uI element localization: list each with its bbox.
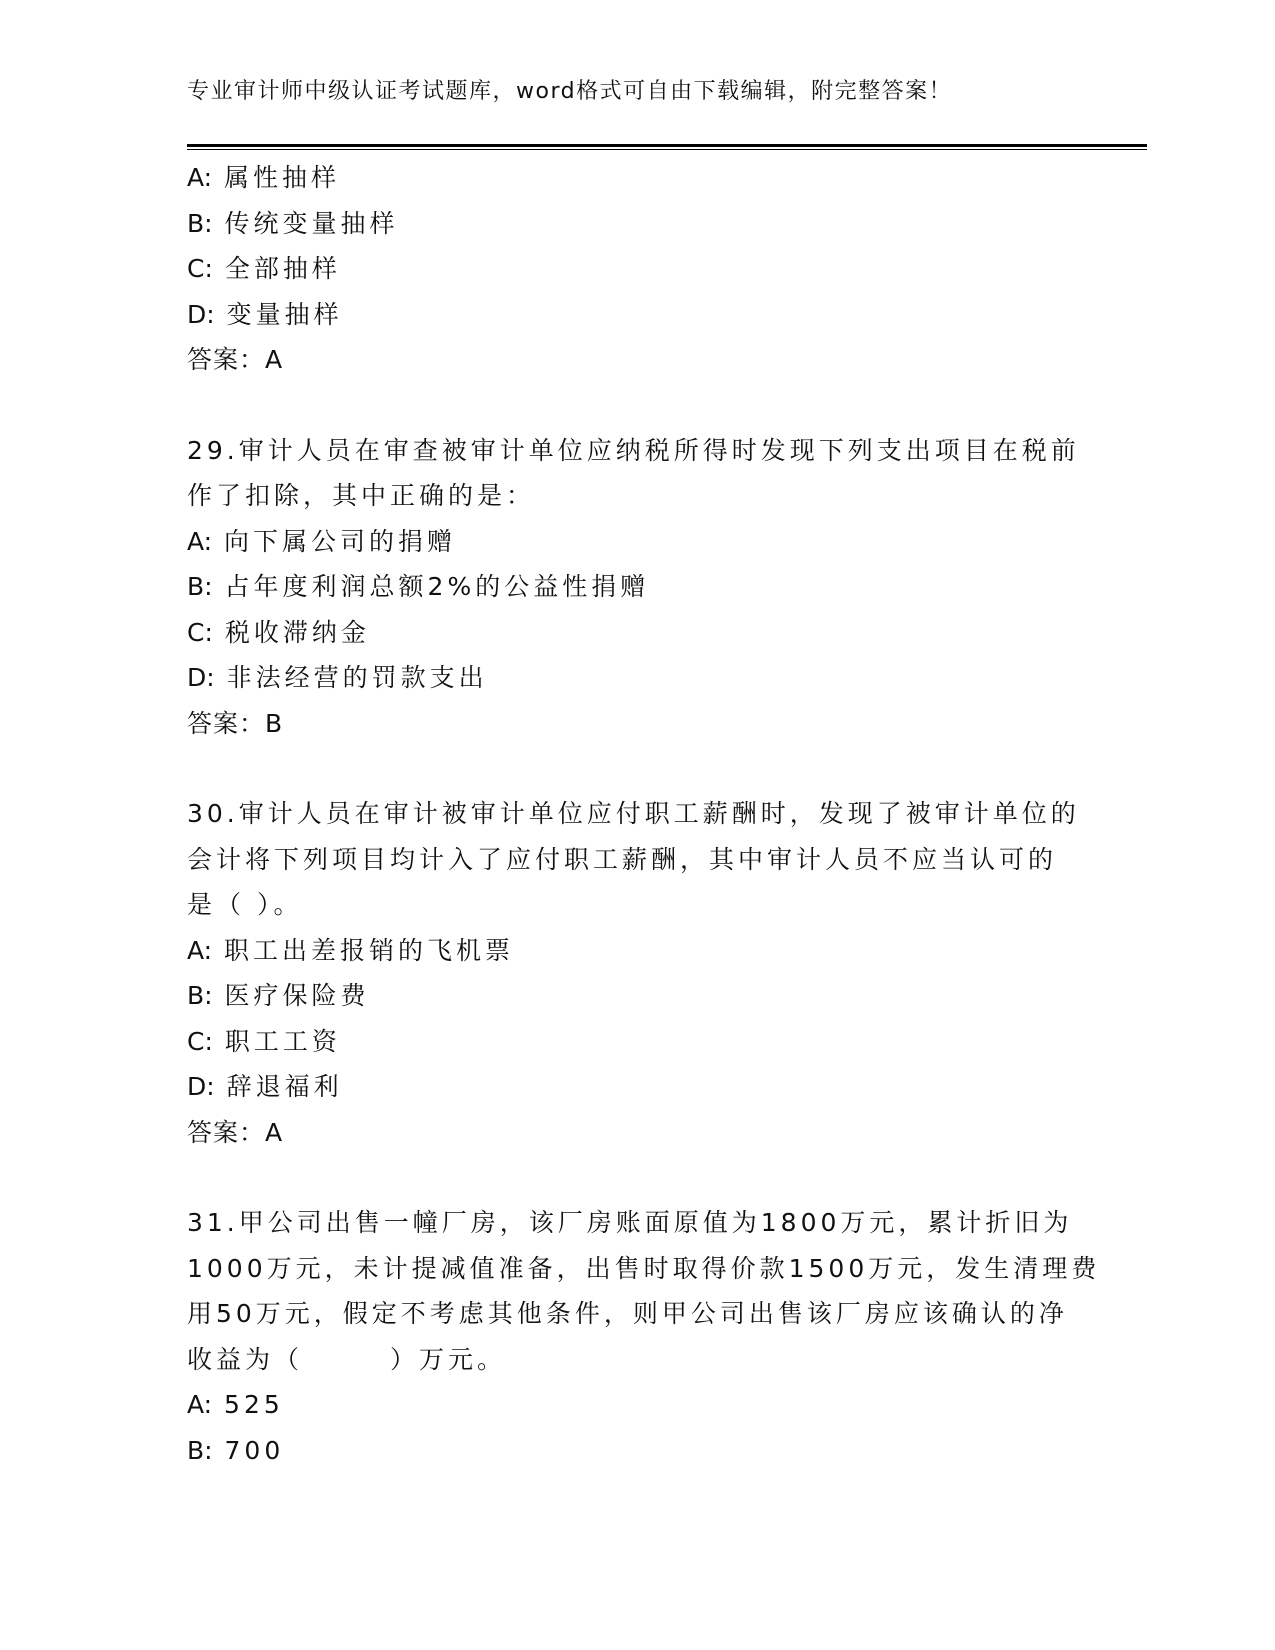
- block-spacer: [187, 746, 1087, 791]
- option-letter: A:: [187, 163, 213, 192]
- question-text: 是（ ）。: [187, 890, 303, 919]
- option-row: [187, 1428, 1087, 1474]
- question-text: 会计将下列项目均计入了应付职工薪酬，其中审计人员不应当认可的: [187, 844, 1058, 874]
- option-letter: D:: [187, 1072, 215, 1101]
- option-text: 职工工资: [224, 1026, 341, 1056]
- question-block-28: [187, 155, 1087, 383]
- option-text: 全部抽样: [224, 254, 341, 283]
- option-row: [187, 564, 1087, 610]
- question-text: 31.甲公司出售一幢厂房，该厂房账面原值为1800万元，累计折旧为: [187, 1208, 1073, 1237]
- header-rule-thin: [187, 149, 1147, 150]
- option-row: [187, 973, 1087, 1019]
- option-text: 辞退福利: [226, 1072, 343, 1101]
- option-row: [187, 155, 1087, 201]
- option-row: [187, 655, 1087, 701]
- option-letter: B:: [187, 1435, 213, 1465]
- option-text: 变量抽样: [226, 299, 343, 329]
- option-letter: D:: [187, 663, 215, 692]
- option-text: 属性抽样: [224, 163, 341, 192]
- option-letter: A:: [187, 935, 213, 965]
- question-block-29: [187, 428, 1087, 747]
- option-letter: C:: [187, 1026, 213, 1056]
- option-row: [187, 201, 1087, 247]
- option-letter: A:: [187, 526, 213, 556]
- option-text: 占年度利润总额2%的公益性捐赠: [224, 572, 650, 601]
- option-row: [187, 610, 1087, 656]
- option-letter: B:: [187, 981, 213, 1010]
- option-text: 职工出差报销的飞机票: [224, 935, 515, 965]
- option-letter: B:: [187, 208, 213, 238]
- option-text: 525: [224, 1390, 284, 1419]
- option-text: 税收滞纳金: [224, 617, 370, 647]
- answer-line: 答案：A: [187, 345, 284, 374]
- option-text: 向下属公司的捐赠: [224, 526, 457, 556]
- option-row: [187, 1064, 1087, 1110]
- question-content: [187, 155, 1101, 1473]
- answer-line: 答案：A: [187, 1117, 284, 1147]
- question-text: 30.审计人员在审计被审计单位应付职工薪酬时，发现了被审计单位的: [187, 799, 1080, 828]
- option-letter: D:: [187, 299, 215, 329]
- option-row: [187, 928, 1087, 974]
- block-spacer: [187, 1155, 1087, 1200]
- option-letter: B:: [187, 572, 213, 601]
- option-text: 700: [224, 1435, 285, 1465]
- question-text: 29.审计人员在审查被审计单位应纳税所得时发现下列支出项目在税前: [187, 435, 1080, 465]
- option-row: [187, 519, 1087, 565]
- option-row: [187, 1382, 1087, 1428]
- option-row: [187, 292, 1087, 338]
- question-text: 收益为（ ）万元。: [187, 1344, 507, 1374]
- option-row: [187, 246, 1087, 292]
- question-text: 作了扣除，其中正确的是：: [187, 481, 536, 510]
- block-spacer: [187, 383, 1087, 428]
- question-text: 用50万元，假定不考虑其他条件，则甲公司出售该厂房应该确认的净: [187, 1299, 1068, 1328]
- answer-line: 答案：B: [187, 708, 284, 738]
- option-letter: C:: [187, 254, 213, 283]
- question-block-30: [187, 791, 1087, 1155]
- option-text: 医疗保险费: [224, 981, 370, 1010]
- option-letter: C:: [187, 617, 213, 647]
- question-block-31: [187, 1200, 1101, 1473]
- option-text: 传统变量抽样: [224, 208, 399, 238]
- option-text: 非法经营的罚款支出: [226, 663, 488, 692]
- option-row: [187, 1019, 1087, 1065]
- option-letter: A:: [187, 1390, 213, 1419]
- page-header: 专业审计师中级认证考试题库，word格式可自由下载编辑，附完整答案！: [187, 79, 953, 104]
- question-text: 1000万元，未计提减值准备，出售时取得价款1500万元，发生清理费: [187, 1253, 1101, 1283]
- header-rule-thick: [187, 144, 1147, 147]
